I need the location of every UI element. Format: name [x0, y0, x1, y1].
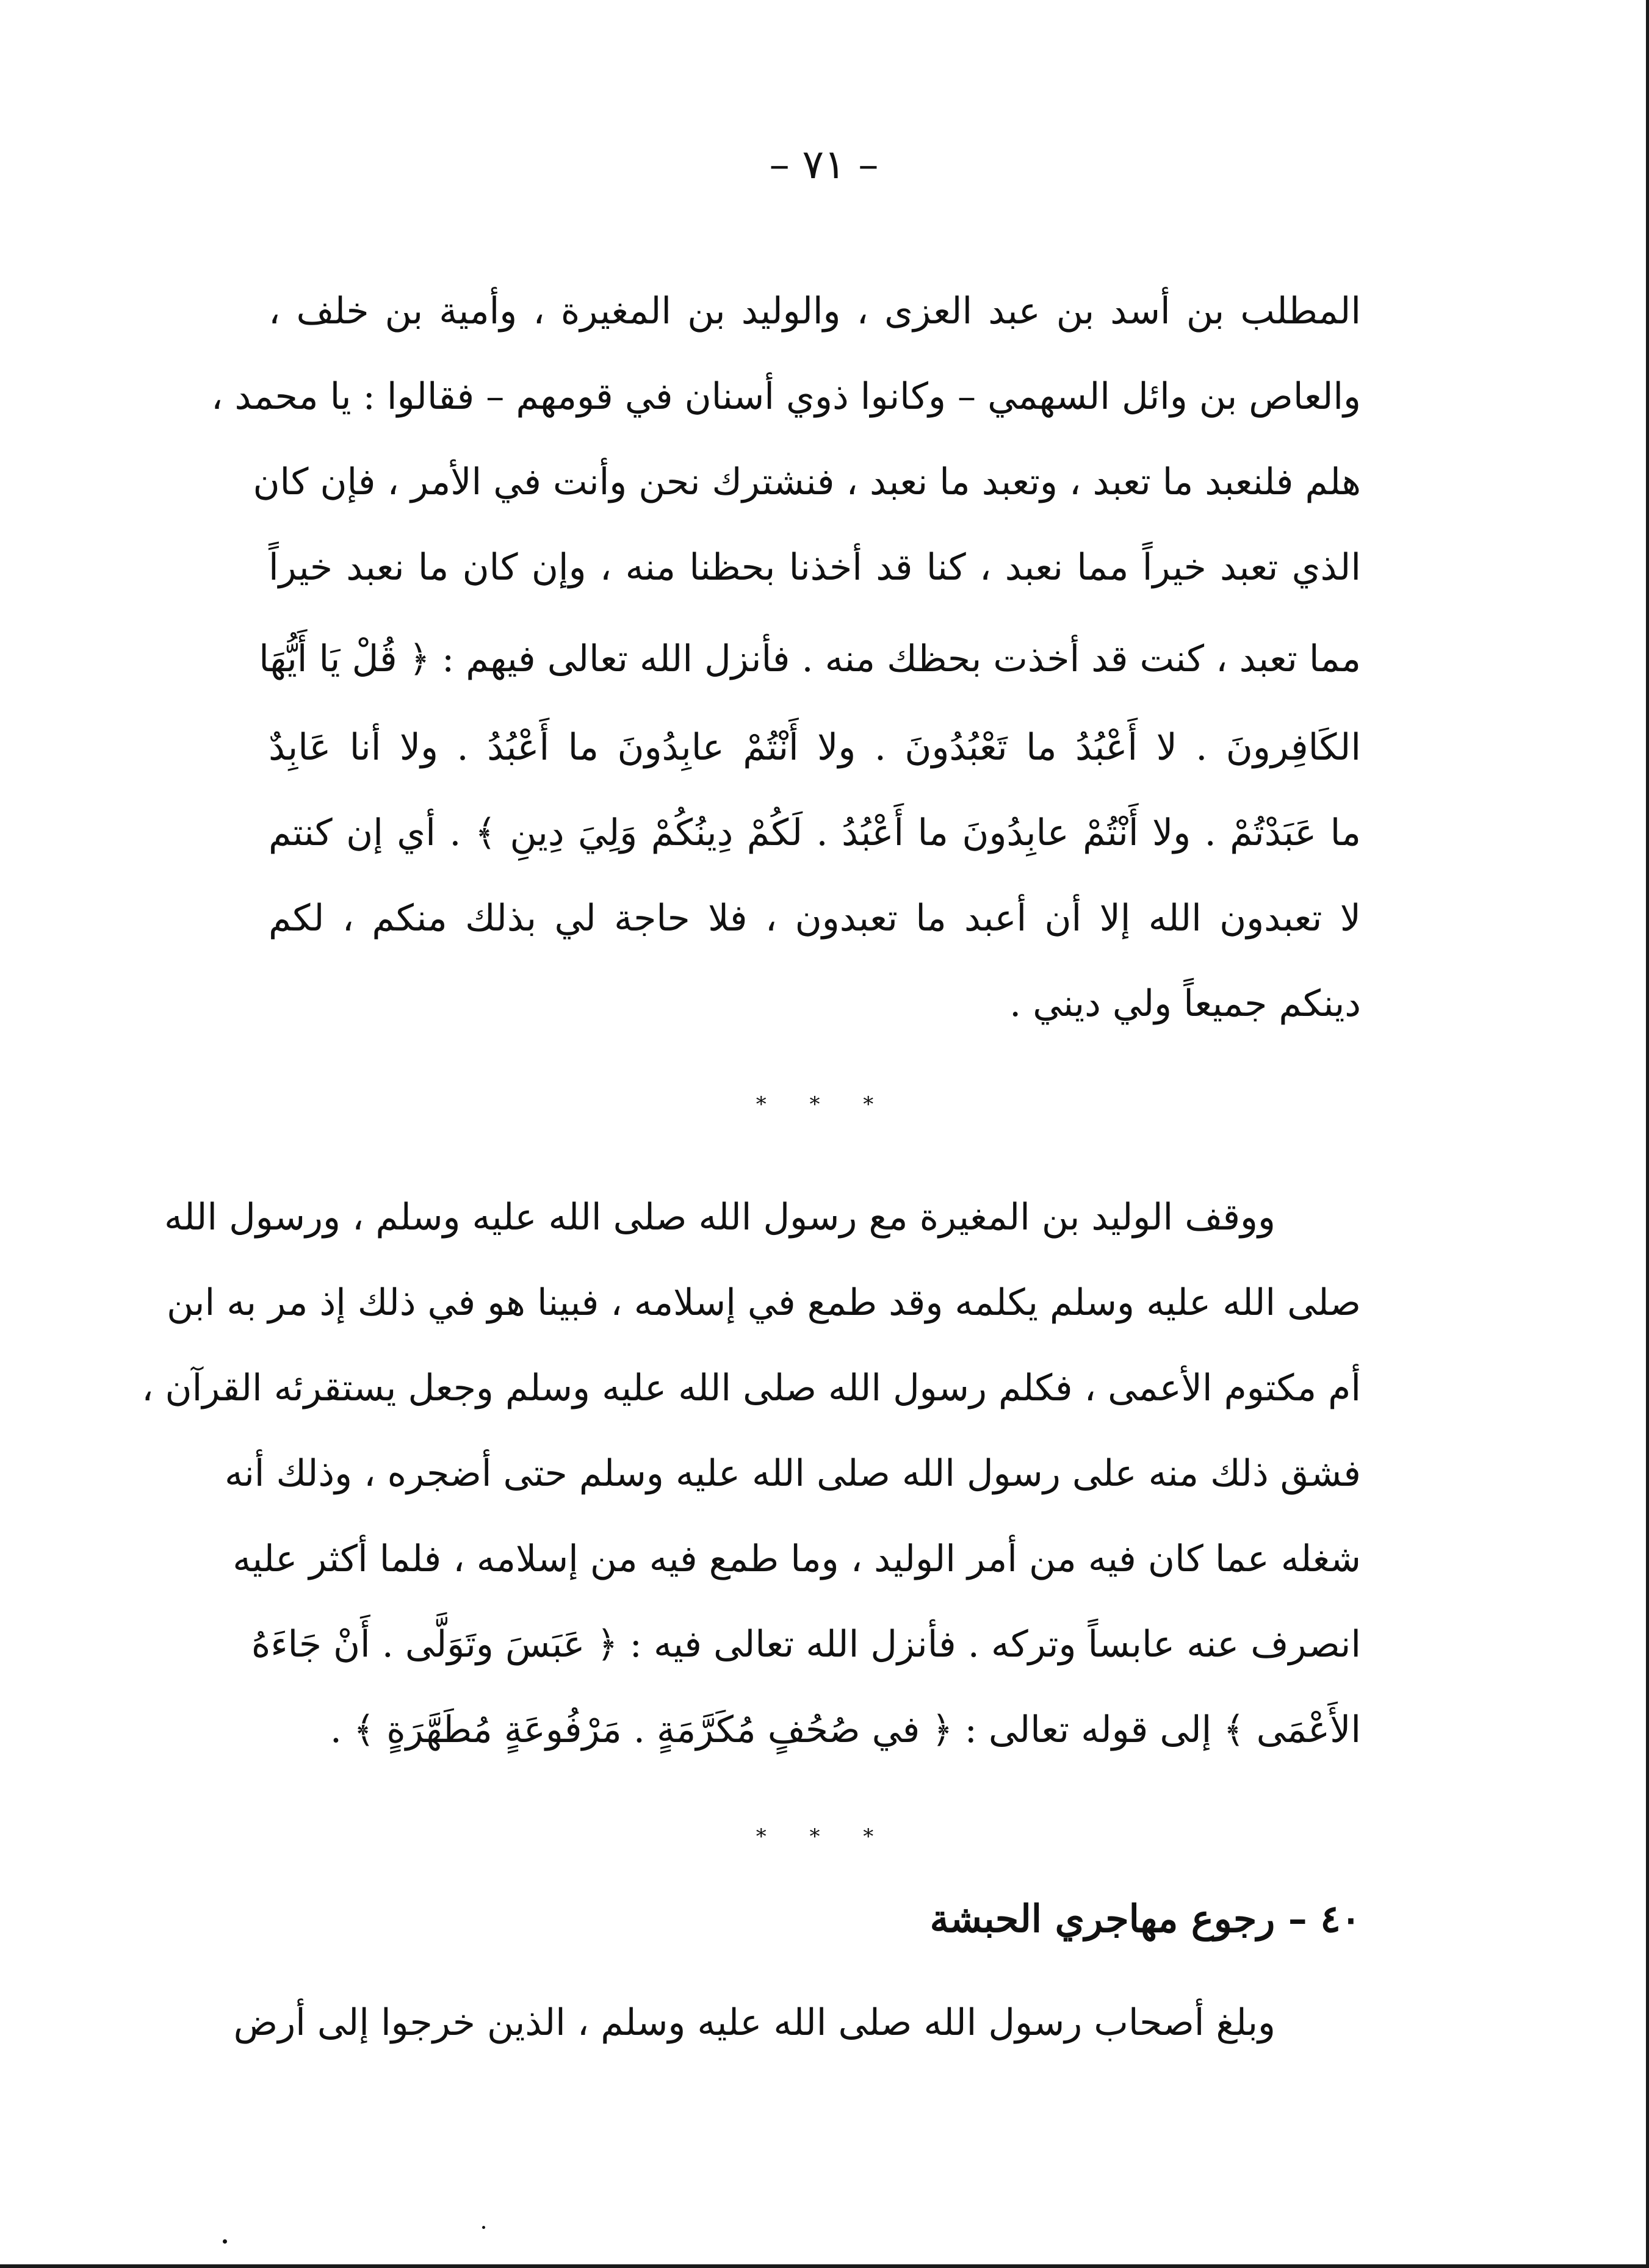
- section-heading: ٤٠ – رجوع مهاجري الحبشة: [929, 1896, 1361, 1941]
- text-line: وبلغ أصحاب رسول الله صلى الله عليه وسلم ، الذين خرجوا إلى أرض: [233, 2001, 1276, 2044]
- scan-speck: [223, 2239, 227, 2244]
- text-line: هلم فلنعبد ما تعبد ، وتعبد ما نعبد ، فنشترك نحن وأنت في الأمر ، فإن كان: [253, 461, 1361, 503]
- text-line: الكَافِرونَ . لا أَعْبُدُ ما تَعْبُدُونَ . ولا أَنْتُمْ عابِدُونَ ما أَعْبُدُ . ولا أنا عَابِدٌ: [269, 726, 1361, 769]
- section-separator: * * *: [756, 1092, 892, 1117]
- text-line: والعاص بن وائل السهمي – وكانوا ذوي أسنان في قومهم – فقالوا : يا محمد ،: [211, 375, 1361, 418]
- text-line: انصرف عنه عابساً وتركه . فأنزل الله تعالى فيه : ﴿ عَبَسَ وتَوَلَّى . أَنْ جَاءَهُ: [251, 1623, 1361, 1666]
- text-line: دينكم جميعاً ولي ديني .: [1009, 982, 1361, 1025]
- text-line: لا تعبدون الله إلا أن أعبد ما تعبدون ، فلا حاجة لي بذلك منكم ، لكم: [269, 897, 1361, 940]
- section-separator: * * *: [756, 1824, 892, 1849]
- page-number: – ٧١ –: [769, 141, 879, 188]
- page-edge-right: [1646, 0, 1649, 2268]
- text-line: شغله عما كان فيه من أمر الوليد ، وما طمع فيه من إسلامه ، فلما أكثر عليه: [233, 1538, 1361, 1580]
- text-line: صلى الله عليه وسلم يكلمه وقد طمع في إسلامه ، فبينا هو في ذلك إذ مر به ابن: [167, 1281, 1361, 1324]
- text-line: مما تعبد ، كنت قد أخذت بحظك منه . فأنزل الله تعالى فيهم : ﴿ قُلْ يَا أَيُّهَا: [259, 638, 1361, 680]
- text-line: المطلب بن أسد بن عبد العزى ، والوليد بن المغيرة ، وأمية بن خلف ،: [269, 290, 1361, 333]
- text-line: الأَعْمَى ﴾ إلى قوله تعالى : ﴿ في صُحُفٍ مُكَرَّمَةٍ . مَرْفُوعَةٍ مُطَهَّرَةٍ ﴾ .: [330, 1708, 1361, 1751]
- page-edge-bottom: [0, 2264, 1649, 2268]
- text-line: الذي تعبد خيراً مما نعبد ، كنا قد أخذنا بحظنا منه ، وإن كان ما نعبد خيراً: [269, 546, 1361, 589]
- scan-speck: [482, 2226, 485, 2229]
- text-line: ووقف الوليد بن المغيرة مع رسول الله صلى الله عليه وسلم ، ورسول الله: [164, 1196, 1276, 1239]
- text-line: أم مكتوم الأعمى ، فكلم رسول الله صلى الله عليه وسلم وجعل يستقرئه القرآن ،: [142, 1367, 1361, 1409]
- text-line: فشق ذلك منه على رسول الله صلى الله عليه وسلم حتى أضجره ، وذلك أنه: [224, 1452, 1361, 1495]
- text-line: ما عَبَدْتُمْ . ولا أَنْتُمْ عابِدُونَ ما أَعْبُدُ . لَكُمْ دِينُكُمْ وَلِيَ دِينِ ﴾ . أي إن كنتم: [269, 812, 1361, 854]
